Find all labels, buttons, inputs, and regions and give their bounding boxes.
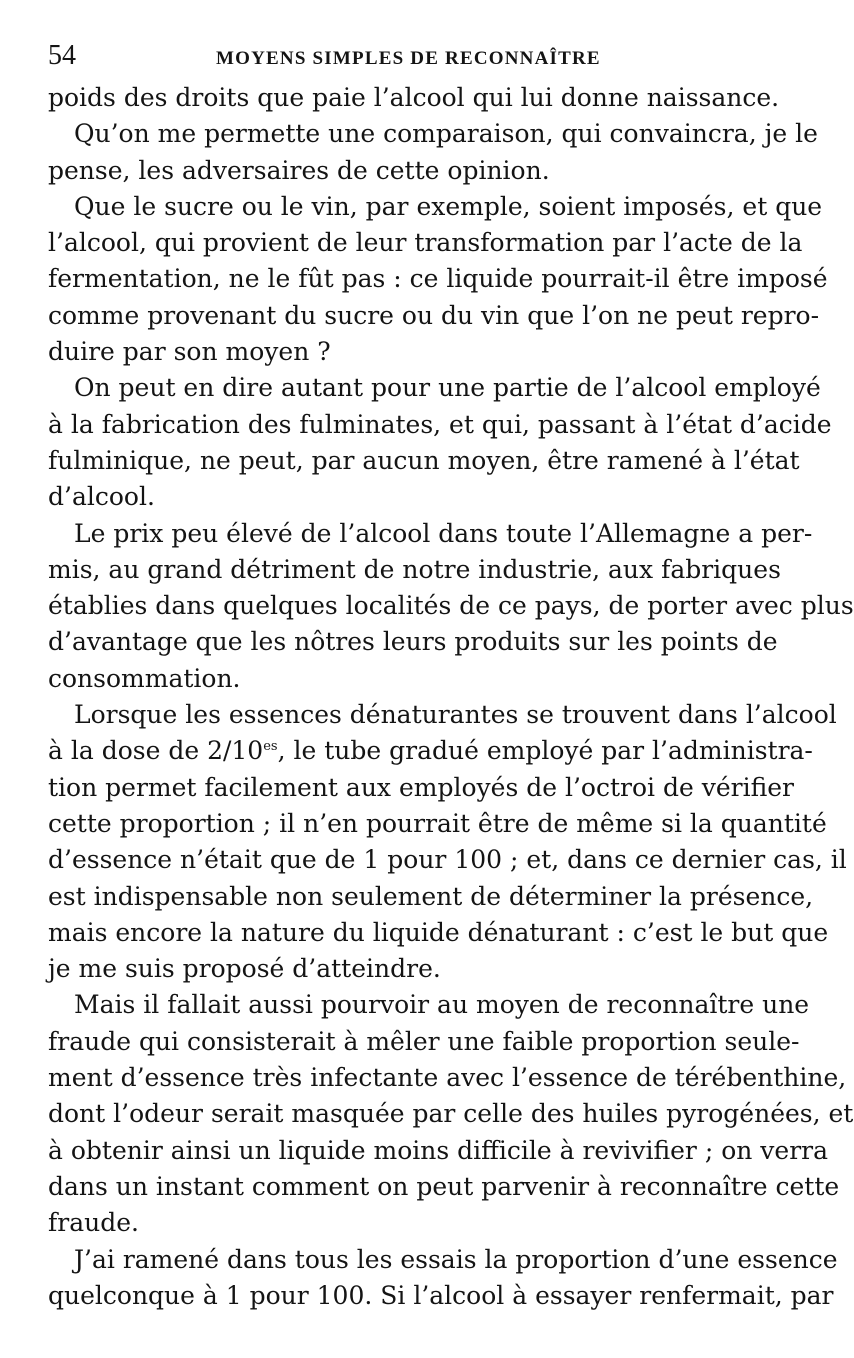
text-line-content: On peut en dire autant pour une partie de l’alcool employé <box>74 373 821 403</box>
text-line <box>48 1205 752 1241</box>
text-line-content: comme provenant du sucre ou du vin que l’on ne peut repro- <box>48 300 820 330</box>
page-header <box>48 38 760 78</box>
text-line <box>48 261 828 297</box>
text-line <box>48 770 794 806</box>
text-line <box>48 225 803 261</box>
text-line-content: poids des droits que paie l’alcool qui lui donne naissance. <box>48 83 780 112</box>
text-line <box>48 879 814 915</box>
text-line-content: d’alcool. <box>48 482 155 512</box>
text-line <box>48 842 847 878</box>
text-line <box>48 80 780 116</box>
text-line <box>48 661 752 697</box>
text-line <box>48 915 829 951</box>
text-line-content: établies dans quelques localités de ce pays, de porter avec plus <box>48 591 854 621</box>
text-line <box>48 189 823 225</box>
text-line-content: dont l’odeur serait masquée par celle des huiles pyrogénées, et <box>48 1099 854 1129</box>
text-line <box>48 951 752 987</box>
text-line-content: ment d’essence très infectante avec l’essence de térébenthine, <box>48 1063 847 1093</box>
superscript: es <box>263 739 278 755</box>
text-line-content: Que le sucre ou le vin, par exemple, soient imposés, et que <box>74 191 823 221</box>
text-line-content: à la fabrication des fulminates, et qui, passant à l’état d’acide <box>48 409 832 439</box>
text-line-content: est indispensable non seulement de déterminer la présence, <box>48 881 814 911</box>
text-line-content: J’ai ramené dans tous les essais la proportion d’une essence <box>74 1244 838 1274</box>
text-line <box>48 1060 847 1096</box>
text-line <box>48 298 820 334</box>
text-line <box>48 443 800 479</box>
text-line-content: fermentation, ne le fût pas : ce liquide pourrait-il être imposé <box>48 264 828 294</box>
text-line-content: dans un instant comment on peut parvenir à reconnaître cette <box>48 1171 840 1201</box>
text-line <box>48 806 827 842</box>
text-line-content: cette proportion ; il n’en pourrait être de même si la quantité <box>48 808 827 838</box>
text-line-content: mais encore la nature du liquide dénaturant : c’est le but que <box>48 917 829 947</box>
text-line <box>48 334 752 370</box>
text-line <box>48 370 821 406</box>
page-number: 54 <box>48 40 76 71</box>
text-line-content: Qu’on me permette une comparaison, qui convaincra, je le <box>74 119 818 149</box>
text-line-content: fulminique, ne peut, par aucun moyen, être ramené à l’état <box>48 445 800 475</box>
text-line <box>48 1096 854 1132</box>
text-line <box>48 1278 834 1314</box>
text-line-content: mis, au grand détriment de notre industrie, aux fabriques <box>48 554 781 584</box>
text-line-content: Lorsque les essences dénaturantes se trouvent dans l’alcool <box>74 700 837 730</box>
text-line <box>48 407 832 443</box>
text-line-content: d’essence n’était que de 1 pour 100 ; et, dans ce dernier cas, il <box>48 845 847 875</box>
text-line <box>48 516 813 552</box>
text-line <box>48 1169 840 1205</box>
text-line-content: consommation. <box>48 663 241 693</box>
text-line <box>48 116 818 152</box>
text-line-content: je me suis proposé d’atteindre. <box>48 954 441 984</box>
text-line-content: fraude qui consisterait à mêler une faible proportion seule- <box>48 1026 800 1056</box>
text-line-content: l’alcool, qui provient de leur transformation par l’acte de la <box>48 228 803 258</box>
text-line-content: tion permet facilement aux employés de l’octroi de vérifier <box>48 772 794 802</box>
text-line <box>48 153 752 189</box>
text-line <box>48 552 781 588</box>
text-line-content: d’avantage que les nôtres leurs produits sur les points de <box>48 627 778 657</box>
text-line-content: fraude. <box>48 1208 139 1238</box>
text-line <box>48 624 778 660</box>
text-line-content: duire par son moyen ? <box>48 337 331 367</box>
text-line <box>48 1242 838 1278</box>
text-line <box>48 1024 800 1060</box>
text-line-content: quelconque à 1 pour 100. Si l’alcool à essayer renfermait, par <box>48 1280 834 1310</box>
text-line <box>48 588 854 624</box>
text-line-content-continued: , le tube gradué employé par l’administra- <box>277 736 813 766</box>
text-line-content: à la dose de 2/10 <box>48 736 264 766</box>
body-text <box>48 80 854 1314</box>
text-line <box>48 733 813 769</box>
text-line-content: Le prix peu élevé de l’alcool dans toute l’Allemagne a per- <box>74 518 813 548</box>
running-title: MOYENS SIMPLES DE RECONNAÎTRE <box>216 48 601 69</box>
text-line-content: à obtenir ainsi un liquide moins difficile à revivifier ; on verra <box>48 1135 829 1165</box>
text-line-content: pense, les adversaires de cette opinion. <box>48 155 550 185</box>
text-line <box>48 1133 829 1169</box>
text-line-content: Mais il fallait aussi pourvoir au moyen de reconnaître une <box>74 990 810 1020</box>
text-line <box>48 987 810 1023</box>
text-line <box>48 479 752 515</box>
text-line <box>48 697 837 733</box>
